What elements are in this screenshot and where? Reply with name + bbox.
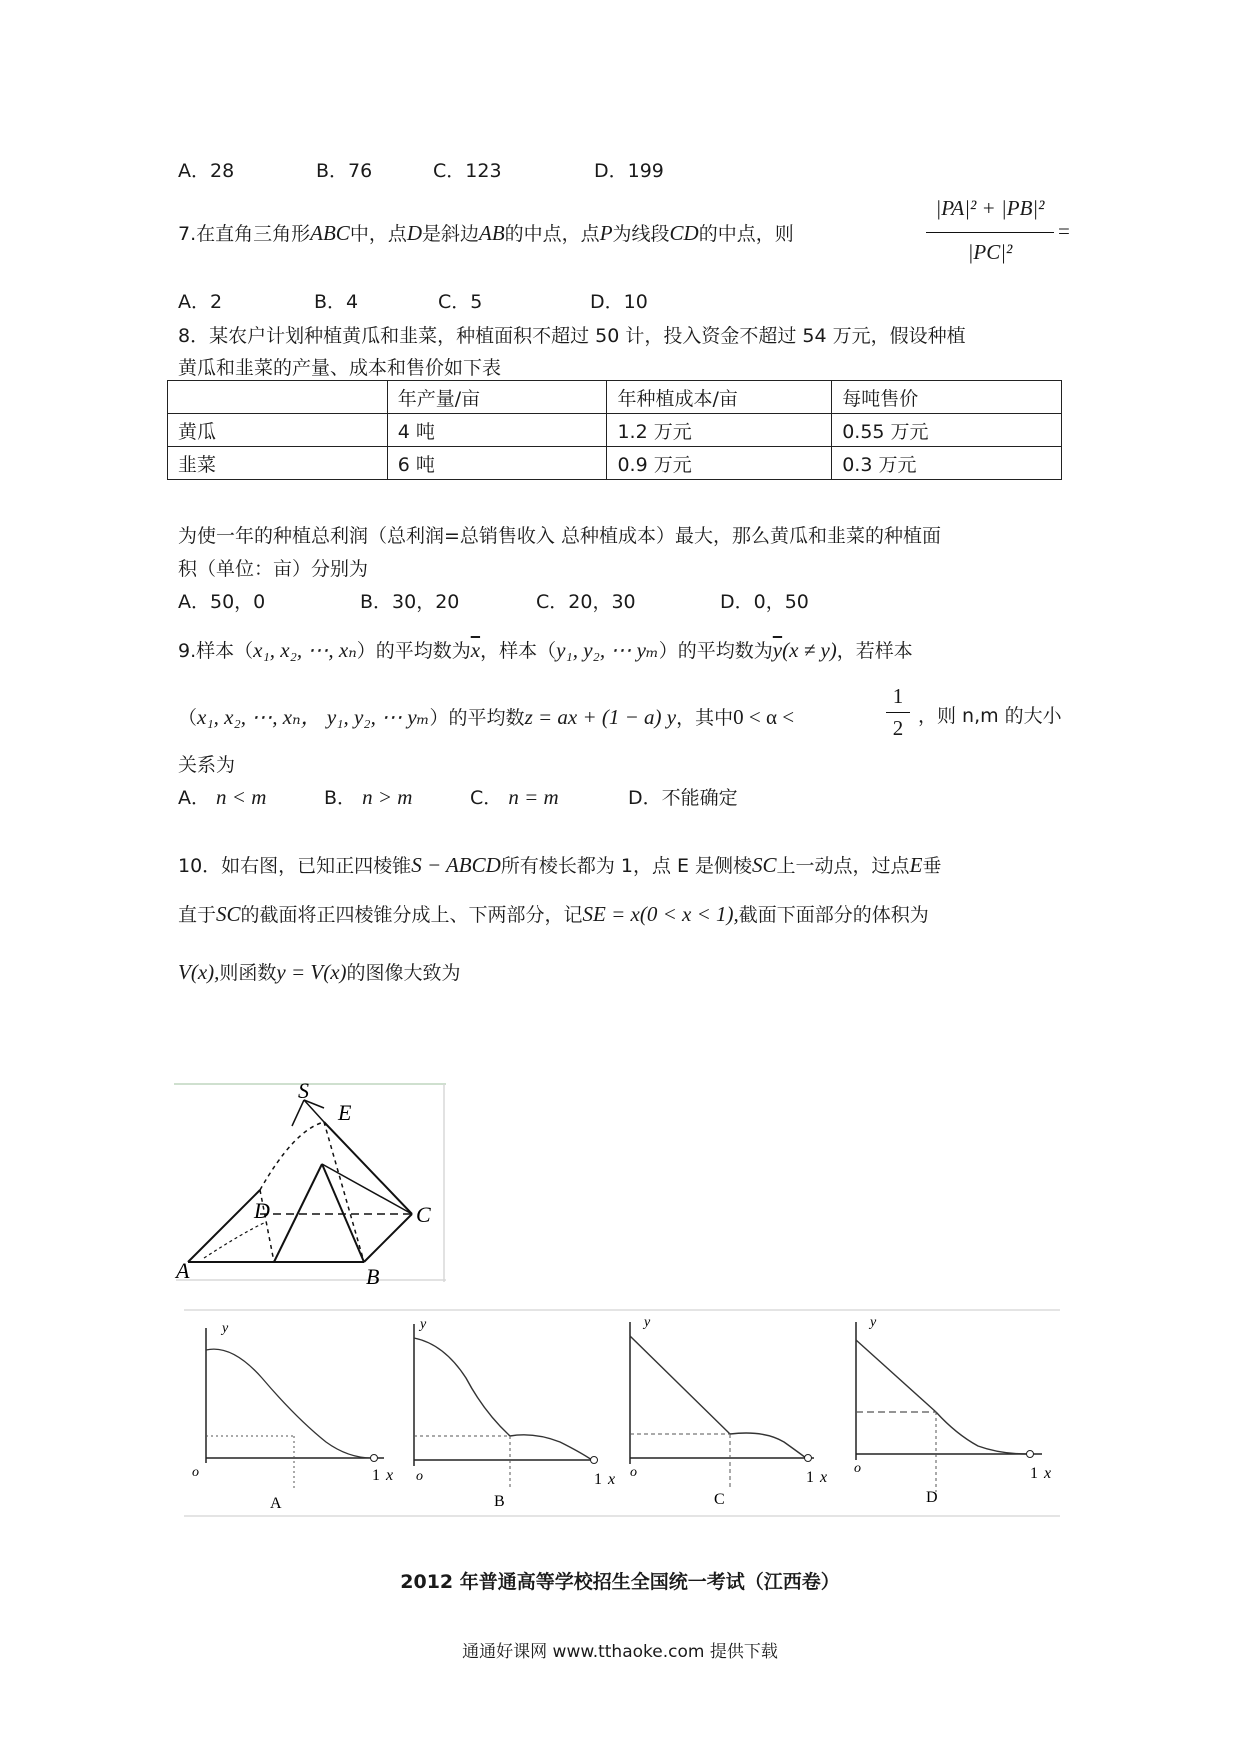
graph-c-caption: C: [714, 1491, 725, 1508]
q8-option-c: C．20，30: [536, 591, 636, 613]
q8-question-line1: 为使一年的种植总利润（总利润=总销售收入 总种植成本）最大，那么黄瓜和韭菜的种植面: [178, 525, 941, 547]
graph-a: [192, 1321, 393, 1512]
table-cell: 0.55 万元: [832, 414, 1062, 447]
table-row: [168, 447, 1062, 480]
vertex-label-d: D: [254, 1198, 270, 1223]
graph-b-y-label: y: [420, 1317, 427, 1332]
q9-half-numerator: 1: [892, 684, 904, 708]
q8-stem-line2: 黄瓜和韭菜的产量、成本和售价如下表: [178, 357, 502, 379]
q8-question-line2: 积（单位：亩）分别为: [178, 558, 369, 580]
graph-c-one: 1: [806, 1469, 814, 1486]
table-cell: 4 吨: [387, 414, 607, 447]
graph-c-x-label: x: [820, 1469, 828, 1486]
q7-fraction-numerator: |PA|² + |PB|²: [935, 196, 1045, 220]
q8-option-b: B．30，20: [360, 591, 460, 613]
vertex-label-e: E: [338, 1100, 352, 1125]
vertex-label-b: B: [366, 1264, 380, 1288]
graph-d: [854, 1315, 1051, 1506]
graph-d-one: 1: [1030, 1465, 1038, 1482]
q9-option-a: A． n < m: [178, 785, 267, 809]
graph-a-origin: o: [192, 1465, 199, 1480]
table-row: [168, 414, 1062, 447]
graph-b-x-label: x: [608, 1471, 616, 1488]
table-header-cell: 年产量/亩: [387, 381, 607, 414]
q10-line1: 10．如右图，已知正四棱锥S − ABCD所有棱长都为 1，点 E 是侧棱SC上一动点，过点E垂: [178, 853, 942, 877]
q6-option-d: D．199: [594, 160, 664, 182]
q6-option-b: B．76: [316, 160, 373, 182]
q7-equals: =: [1058, 219, 1070, 243]
graph-b-origin: o: [416, 1469, 423, 1484]
q9-line2-tail: ，则 n,m 的大小: [918, 705, 1062, 727]
q7-fraction-bar: [926, 232, 1054, 233]
table-cell: 0.3 万元: [832, 447, 1062, 480]
table-header-cell: [168, 381, 388, 414]
vertex-label-c: C: [416, 1202, 431, 1227]
q10-line2: 直于SC的截面将正四棱锥分成上、下两部分，记SE = x(0 < x < 1),截面下面部分的体积为: [178, 902, 929, 926]
graph-d-origin: o: [854, 1461, 861, 1476]
table-cell: 6 吨: [387, 447, 607, 480]
q9-option-b: B． n > m: [324, 785, 413, 809]
q9-option-c: C． n = m: [470, 785, 559, 809]
graph-c-origin: o: [630, 1465, 637, 1480]
table-cell: 韭菜: [168, 447, 388, 480]
q7-option-c: C．5: [438, 291, 483, 313]
graph-a-one: 1: [372, 1467, 380, 1484]
graph-a-y-label: y: [222, 1321, 229, 1336]
table-header-row: [168, 381, 1062, 414]
table-header-cell: 年种植成本/亩: [607, 381, 832, 414]
q9-option-d: D．不能确定: [628, 787, 738, 809]
graph-b: [414, 1317, 615, 1510]
q9-line1: 9.样本（x₁, x₂, ⋯, xₙ）的平均数为$\overline{x}$，样本（y₁, y₂, ⋯ yₘ）的平均数为$\overline{y}(x \ne y)$，若样本: [178, 638, 913, 662]
q7-option-b: B．4: [314, 291, 359, 313]
q7-option-a: A．2: [178, 291, 223, 313]
graph-a-x-label: x: [386, 1467, 394, 1484]
q9-line3: 关系为: [178, 754, 236, 776]
vertex-label-a: A: [176, 1258, 190, 1283]
vertex-label-s: S: [298, 1082, 309, 1103]
pyramid-figure: [174, 1082, 450, 1288]
q7-fraction-denominator: |PC|²: [967, 240, 1013, 264]
q8-data-table: [167, 380, 1062, 480]
q7-option-d: D．10: [590, 291, 648, 313]
page-footer: 通通好课网 www.tthaoke.com 提供下载: [462, 1642, 778, 1662]
graph-a-caption: A: [270, 1495, 282, 1512]
q7-stem: 7.在直角三角形ABC中，点D是斜边AB的中点，点P为线段CD的中点，则: [178, 221, 794, 245]
q6-option-a: A．28: [178, 160, 235, 182]
graph-d-y-label: y: [870, 1315, 877, 1330]
graph-b-caption: B: [494, 1493, 505, 1510]
exam-title: 2012 年普通高等学校招生全国统一考试（江西卷）: [400, 1571, 840, 1593]
q9-half-denominator: 2: [892, 716, 904, 740]
graph-b-one: 1: [594, 1471, 602, 1488]
graph-c: [630, 1315, 827, 1508]
table-header-cell: 每吨售价: [832, 381, 1062, 414]
graph-c-y-label: y: [644, 1315, 651, 1330]
q8-option-d: D．0，50: [720, 591, 809, 613]
table-cell: 黄瓜: [168, 414, 388, 447]
answer-graphs-panel: [184, 1308, 1060, 1518]
q9-line2: （x₁, x₂, ⋯, xₙ， y₁, y₂, ⋯ yₘ）的平均数z = ax + (1 − a) y，其中0 < α <: [178, 705, 795, 729]
q8-option-a: A．50，0: [178, 591, 266, 613]
q10-line3: V(x),则函数y = V(x)的图像大致为: [178, 960, 461, 984]
q9-half-bar: [886, 712, 910, 713]
graph-d-x-label: x: [1044, 1465, 1052, 1482]
table-cell: 0.9 万元: [607, 447, 832, 480]
table-cell: 1.2 万元: [607, 414, 832, 447]
q8-stem-line1: 8．某农户计划种植黄瓜和韭菜，种植面积不超过 50 计，投入资金不超过 54 万元，假设种植: [178, 325, 966, 347]
graph-d-caption: D: [926, 1489, 938, 1506]
q6-option-c: C．123: [433, 160, 502, 182]
